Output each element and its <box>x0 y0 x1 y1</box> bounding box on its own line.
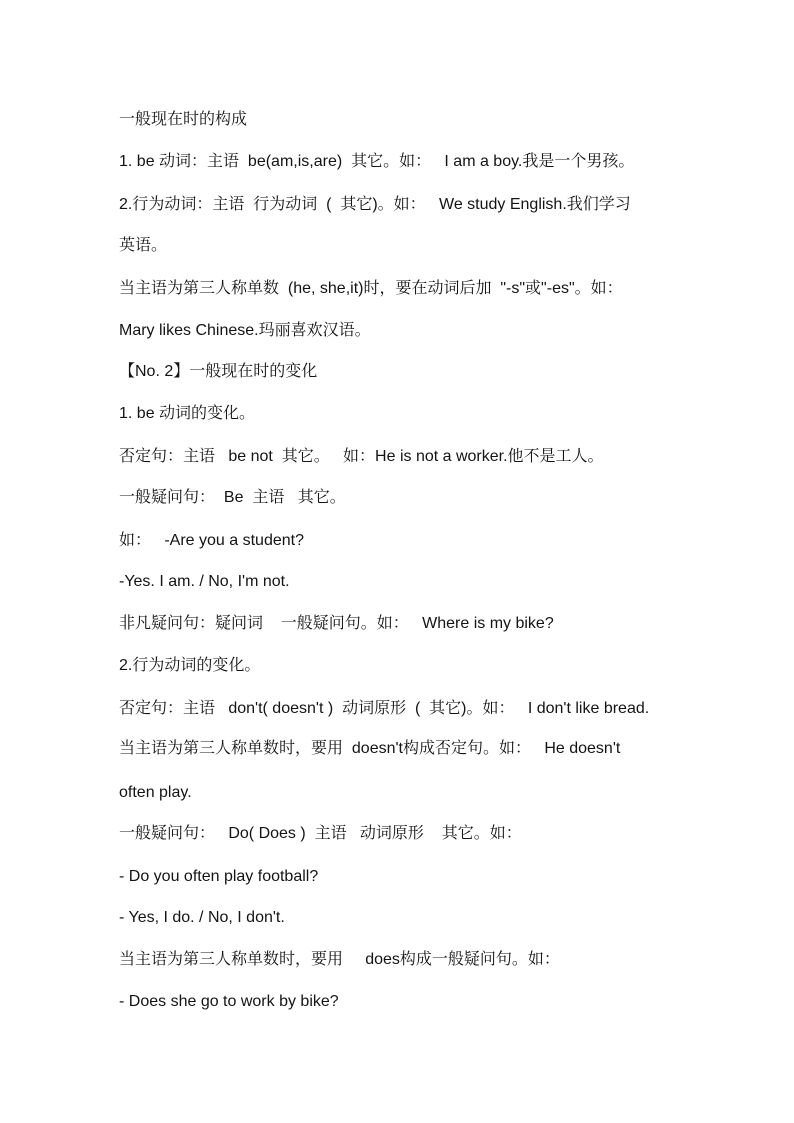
action-verb-rule: 2.行为动词：主语 行为动词 ( 其它)。如： We study English.我们学习 <box>119 196 631 213</box>
be-question-rule: 一般疑问句： Be 主语 其它。 <box>119 489 346 506</box>
subheading-action-verb: 2.行为动词的变化。 <box>119 657 261 674</box>
third-person-rule: 当主语为第三人称单数 (he, she,it)时，要在动词后加 "-s"或"-es"。如： <box>119 280 623 297</box>
third-person-question-rule: 当主语为第三人称单数时，要用 does构成一般疑问句。如： <box>119 951 560 968</box>
example-line: 如： -Are you a student? <box>119 532 304 549</box>
wh-question-rule: 非凡疑问句：疑问词 一般疑问句。如： Where is my bike? <box>119 615 554 632</box>
section-heading: 【No. 2】一般现在时的变化 <box>119 363 318 380</box>
be-verb-rule: 1. be 动词：主语 be(am,is,are) 其它。如： I am a boy.我是一个男孩。 <box>119 153 635 170</box>
action-question-rule: 一般疑问句： Do( Does ) 主语 动词原形 其它。如： <box>119 825 522 842</box>
action-verb-rule-continued: 英语。 <box>119 237 168 254</box>
example-line: - Yes, I do. / No, I don't. <box>119 909 285 926</box>
action-negative-rule: 否定句：主语 don't( doesn't ) 动词原形 ( 其它)。如： I don't like bread. <box>119 700 650 717</box>
subheading-be-verb: 1. be 动词的变化。 <box>119 405 256 422</box>
third-person-negative-continued: often play. <box>119 784 192 801</box>
be-negative-rule: 否定句：主语 be not 其它。 如：He is not a worker.他不是工人。 <box>119 448 604 465</box>
section-title: 一般现在时的构成 <box>119 111 248 128</box>
example-line: -Yes. I am. / No, I'm not. <box>119 573 290 590</box>
third-person-negative-rule: 当主语为第三人称单数时，要用 doesn't构成否定句。如： He doesn't <box>119 740 621 757</box>
third-person-example: Mary likes Chinese.玛丽喜欢汉语。 <box>119 322 371 339</box>
example-line: - Do you often play football? <box>119 868 319 885</box>
example-line: - Does she go to work by bike? <box>119 993 339 1010</box>
